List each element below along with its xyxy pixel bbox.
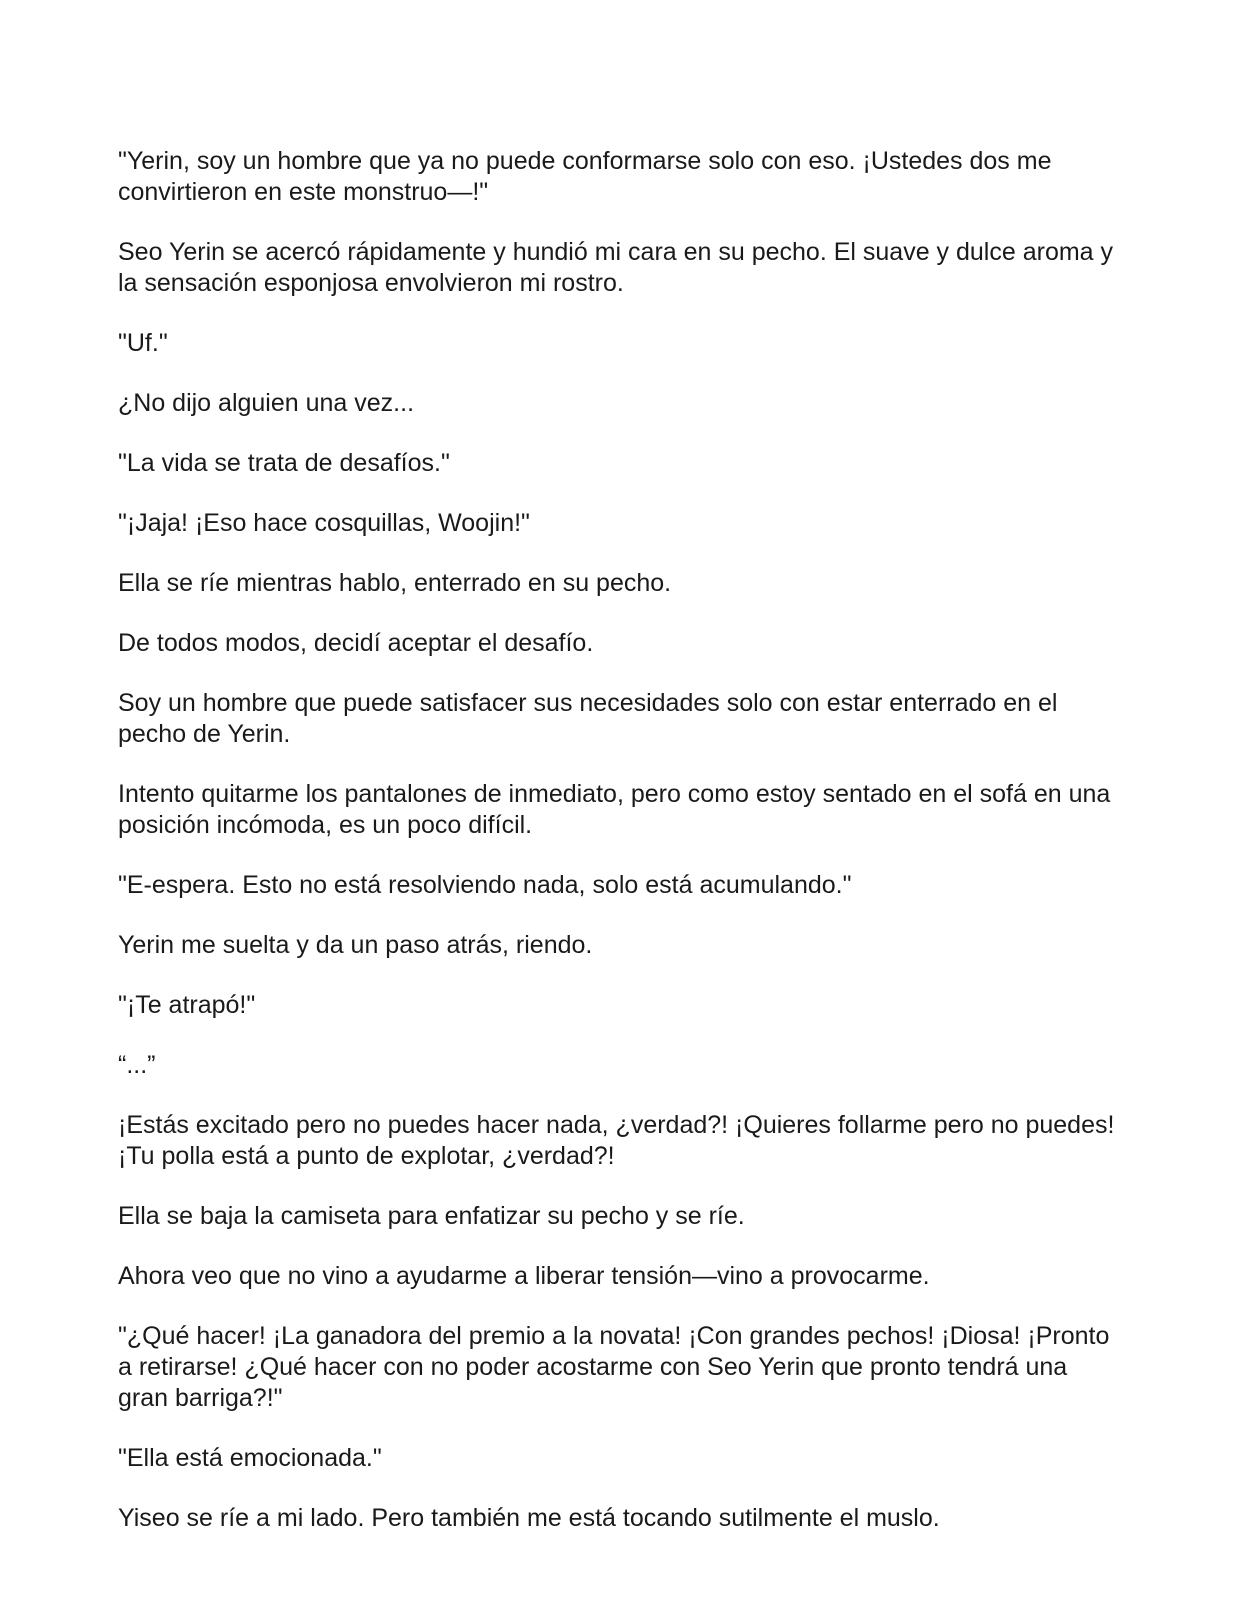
paragraph: "E-espera. Esto no está resolviendo nada, solo está acumulando." bbox=[118, 871, 852, 899]
document-body bbox=[118, 146, 1118, 1563]
paragraph: Seo Yerin se acercó rápidamente y hundió mi cara en su pecho. El suave y dulce aroma y la sensación esponjosa envolvieron mi rostro. bbox=[118, 238, 1114, 297]
paragraph: "¡Jaja! ¡Eso hace cosquillas, Woojin!" bbox=[118, 509, 530, 537]
paragraph: Intento quitarme los pantalones de inmediato, pero como estoy sentado en el sofá en una posición incómoda, es un poco difícil. bbox=[118, 780, 1111, 839]
paragraph: Yiseo se ríe a mi lado. Pero también me está tocando sutilmente el muslo. bbox=[118, 1504, 940, 1532]
paragraph: ¡Estás excitado pero no puedes hacer nada, ¿verdad?! ¡Quieres follarme pero no puedes! ¡Tu polla está a punto de explotar, ¿verdad?! bbox=[118, 1111, 1115, 1170]
paragraph: Ella se baja la camiseta para enfatizar su pecho y se ríe. bbox=[118, 1202, 745, 1230]
paragraph: Ahora veo que no vino a ayudarme a liberar tensión—vino a provocarme. bbox=[118, 1262, 930, 1290]
paragraph: "¿Qué hacer! ¡La ganadora del premio a la novata! ¡Con grandes pechos! ¡Diosa! ¡Pronto a retirarse! ¿Qué hacer con no poder acostarme con Seo Yerin que pronto tendrá una gran barriga?!" bbox=[118, 1322, 1110, 1412]
paragraph: “...” bbox=[118, 1051, 156, 1079]
paragraph: "La vida se trata de desafíos." bbox=[118, 449, 450, 477]
paragraph: "¡Te atrapó!" bbox=[118, 991, 256, 1019]
paragraph: "Ella está emocionada." bbox=[118, 1444, 382, 1472]
paragraph: Ella se ríe mientras hablo, enterrado en su pecho. bbox=[118, 569, 672, 597]
paragraph: ¿No dijo alguien una vez... bbox=[118, 389, 415, 417]
paragraph: De todos modos, decidí aceptar el desafío. bbox=[118, 629, 594, 657]
paragraph: "Yerin, soy un hombre que ya no puede conformarse solo con eso. ¡Ustedes dos me convirtieron en este monstruo—!" bbox=[118, 147, 1052, 206]
paragraph: "Uf." bbox=[118, 329, 168, 357]
paragraph: Yerin me suelta y da un paso atrás, riendo. bbox=[118, 931, 593, 959]
paragraph: Soy un hombre que puede satisfacer sus necesidades solo con estar enterrado en el pecho de Yerin. bbox=[118, 689, 1058, 748]
